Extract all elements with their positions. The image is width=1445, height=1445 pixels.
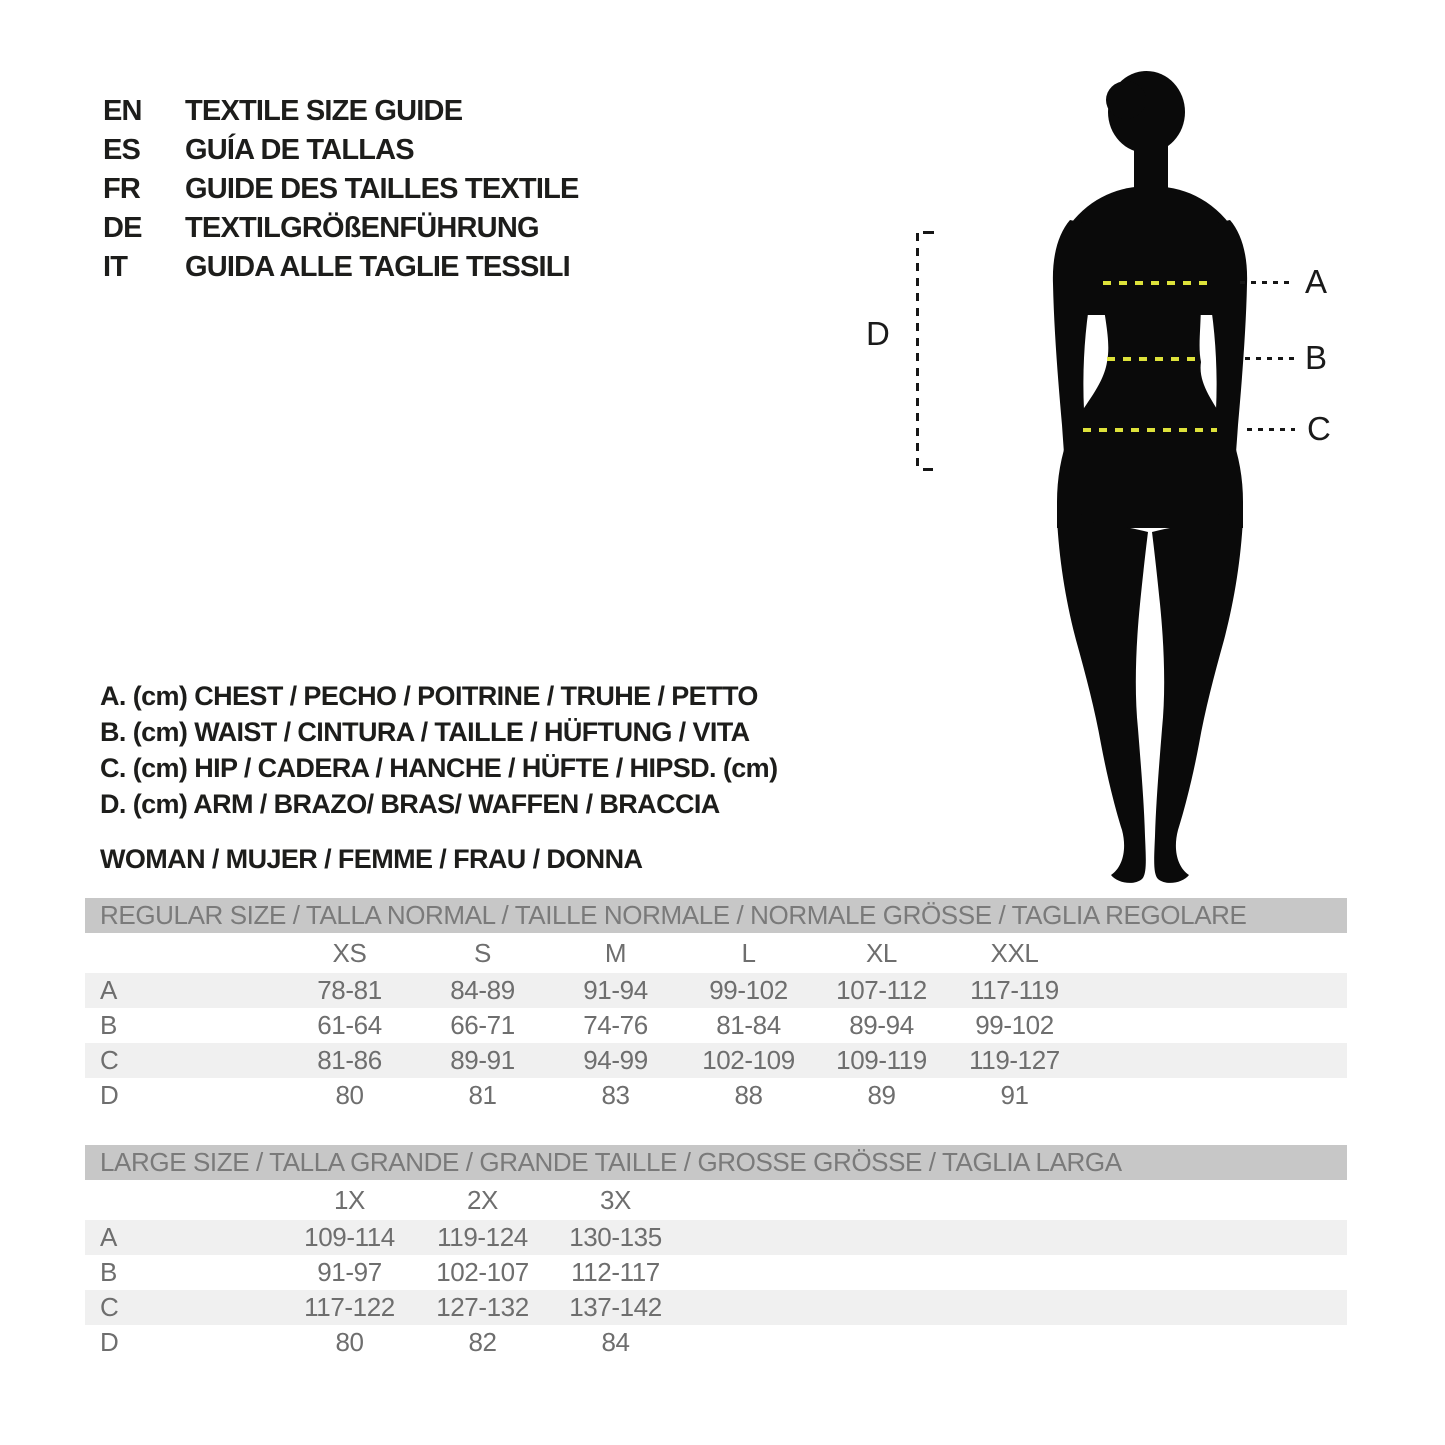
measurement-value-cell: 99-102 — [709, 975, 788, 1005]
measurement-row-label: A — [100, 975, 117, 1005]
label-chest-a: A — [1305, 263, 1327, 300]
measurement-value-cell: 81-84 — [716, 1010, 781, 1040]
size-header-cell: XL — [865, 938, 897, 968]
measurement-value-cell: 112-117 — [571, 1257, 660, 1287]
arm-guide-dash — [916, 233, 919, 471]
measurement-value-cell: 102-109 — [702, 1045, 795, 1075]
arm-guide-bottom-tick — [923, 468, 933, 471]
waist-guide-dash — [1245, 357, 1295, 360]
label-hip-c: C — [1307, 410, 1331, 447]
language-code: IT — [103, 251, 128, 283]
measurement-value-cell: 80 — [335, 1080, 364, 1110]
measurement-value-cell: 89 — [867, 1080, 896, 1110]
table-row — [85, 1043, 1347, 1078]
measurement-value-cell: 119-124 — [437, 1222, 528, 1252]
regular-size-table — [85, 898, 1347, 1113]
measurement-value-cell: 83 — [601, 1080, 630, 1110]
measurement-row-label: B — [100, 1010, 117, 1040]
size-header-cell: M — [604, 938, 627, 968]
corner-cell — [85, 933, 283, 973]
regular-table-body — [85, 973, 1347, 1113]
regular-table-title-text: REGULAR SIZE / TALLA NORMAL / TAILLE NORMALE / NORMALE GRÖSSE / TAGLIA REGOLARE — [100, 900, 1247, 930]
measurement-value-cell: 66-71 — [450, 1010, 515, 1040]
large-table-title — [85, 1145, 1347, 1180]
measurement-value-cell: 81 — [468, 1080, 497, 1110]
corner-cell — [85, 1180, 283, 1220]
guide-title: TEXTILGRÖßENFÜHRUNG — [185, 212, 539, 244]
regular-table-title — [85, 898, 1347, 933]
measurement-line-d: D. (cm) ARM / BRAZO/ BRAS/ WAFFEN / BRACCIA — [100, 789, 720, 819]
guide-title: TEXTILE SIZE GUIDE — [185, 95, 463, 127]
size-header-cell: XXL — [990, 938, 1039, 968]
measurement-value-cell: 119-127 — [969, 1045, 1060, 1075]
hip-guide-dash — [1247, 428, 1295, 431]
guide-title: GUIDA ALLE TAGLIE TESSILI — [185, 251, 570, 283]
measurement-value-cell: 91-94 — [583, 975, 648, 1005]
measurement-value-cell: 107-112 — [836, 975, 927, 1005]
measurement-row-label: D — [100, 1080, 119, 1110]
measurement-value-cell: 130-135 — [569, 1222, 662, 1252]
measurement-line-b: B. (cm) WAIST / CINTURA / TAILLE / HÜFTUNG / VITA — [100, 717, 750, 747]
measurement-value-cell: 82 — [468, 1327, 497, 1357]
woman-silhouette-icon — [1000, 70, 1300, 890]
measurement-line-a: A. (cm) CHEST / PECHO / POITRINE / TRUHE / PETTO — [100, 681, 758, 711]
size-header-row — [85, 933, 1347, 973]
measurement-value-cell: 127-132 — [436, 1292, 529, 1322]
size-header-cell: L — [741, 938, 756, 968]
chest-guide-dash — [1240, 281, 1294, 284]
table-row — [85, 1290, 1347, 1325]
size-header-cell: 1X — [333, 1185, 365, 1215]
measurement-value-cell: 117-119 — [970, 975, 1059, 1005]
measurement-row-label: B — [100, 1257, 117, 1287]
measurement-value-cell: 117-122 — [304, 1292, 395, 1322]
measurement-value-cell: 91-97 — [317, 1257, 382, 1287]
large-table-body — [85, 1220, 1347, 1360]
measurement-value-cell: 102-107 — [436, 1257, 529, 1287]
measurement-row-label: C — [100, 1292, 119, 1322]
size-header-cell: 3X — [599, 1185, 631, 1215]
large-table-title-text: LARGE SIZE / TALLA GRANDE / GRANDE TAILLE / GROSSE GRÖSSE / TAGLIA LARGA — [100, 1147, 1122, 1177]
measurement-value-cell: 109-119 — [836, 1045, 927, 1075]
measurement-value-cell: 88 — [734, 1080, 763, 1110]
measurement-value-cell: 109-114 — [304, 1222, 395, 1252]
table-row — [85, 973, 1347, 1008]
table-row — [85, 1078, 1347, 1113]
measurement-value-cell: 91 — [1000, 1080, 1029, 1110]
measurement-value-cell: 61-64 — [317, 1010, 382, 1040]
arm-guide-top-tick — [923, 231, 934, 234]
language-code: ES — [103, 134, 141, 166]
size-header-cell: XS — [332, 938, 367, 968]
measurement-value-cell: 84 — [601, 1327, 630, 1357]
table-row — [85, 1008, 1347, 1043]
label-arm-d: D — [866, 315, 890, 352]
measurement-value-cell: 89-94 — [849, 1010, 914, 1040]
measurement-line-c: C. (cm) HIP / CADERA / HANCHE / HÜFTE / HIPSD. (cm) — [100, 753, 778, 783]
large-size-table — [85, 1145, 1347, 1360]
measurement-value-cell: 81-86 — [317, 1045, 382, 1075]
table-row — [85, 1220, 1347, 1255]
measurement-value-cell: 99-102 — [975, 1010, 1054, 1040]
language-code: EN — [103, 95, 142, 127]
label-waist-b: B — [1305, 339, 1327, 376]
table-row — [85, 1255, 1347, 1290]
measurement-row-label: D — [100, 1327, 119, 1357]
guide-title: GUÍA DE TALLAS — [185, 134, 414, 166]
size-header-cell: S — [474, 938, 491, 968]
measurement-value-cell: 80 — [335, 1327, 364, 1357]
measurement-value-cell: 94-99 — [583, 1045, 648, 1075]
measurement-value-cell: 74-76 — [583, 1010, 648, 1040]
measurement-row-label: C — [100, 1045, 119, 1075]
size-header-cell: 2X — [466, 1185, 498, 1215]
subject-line: WOMAN / MUJER / FEMME / FRAU / DONNA — [100, 844, 643, 874]
measurement-row-label: A — [100, 1222, 117, 1252]
language-code: FR — [103, 173, 141, 205]
guide-title: GUIDE DES TAILLES TEXTILE — [185, 173, 579, 205]
measurement-value-cell: 137-142 — [569, 1292, 662, 1322]
size-header-row — [85, 1180, 1347, 1220]
measurement-value-cell: 78-81 — [317, 975, 382, 1005]
measurement-value-cell: 89-91 — [450, 1045, 515, 1075]
measurement-value-cell: 84-89 — [450, 975, 515, 1005]
language-code: DE — [103, 212, 142, 244]
table-row — [85, 1325, 1347, 1360]
